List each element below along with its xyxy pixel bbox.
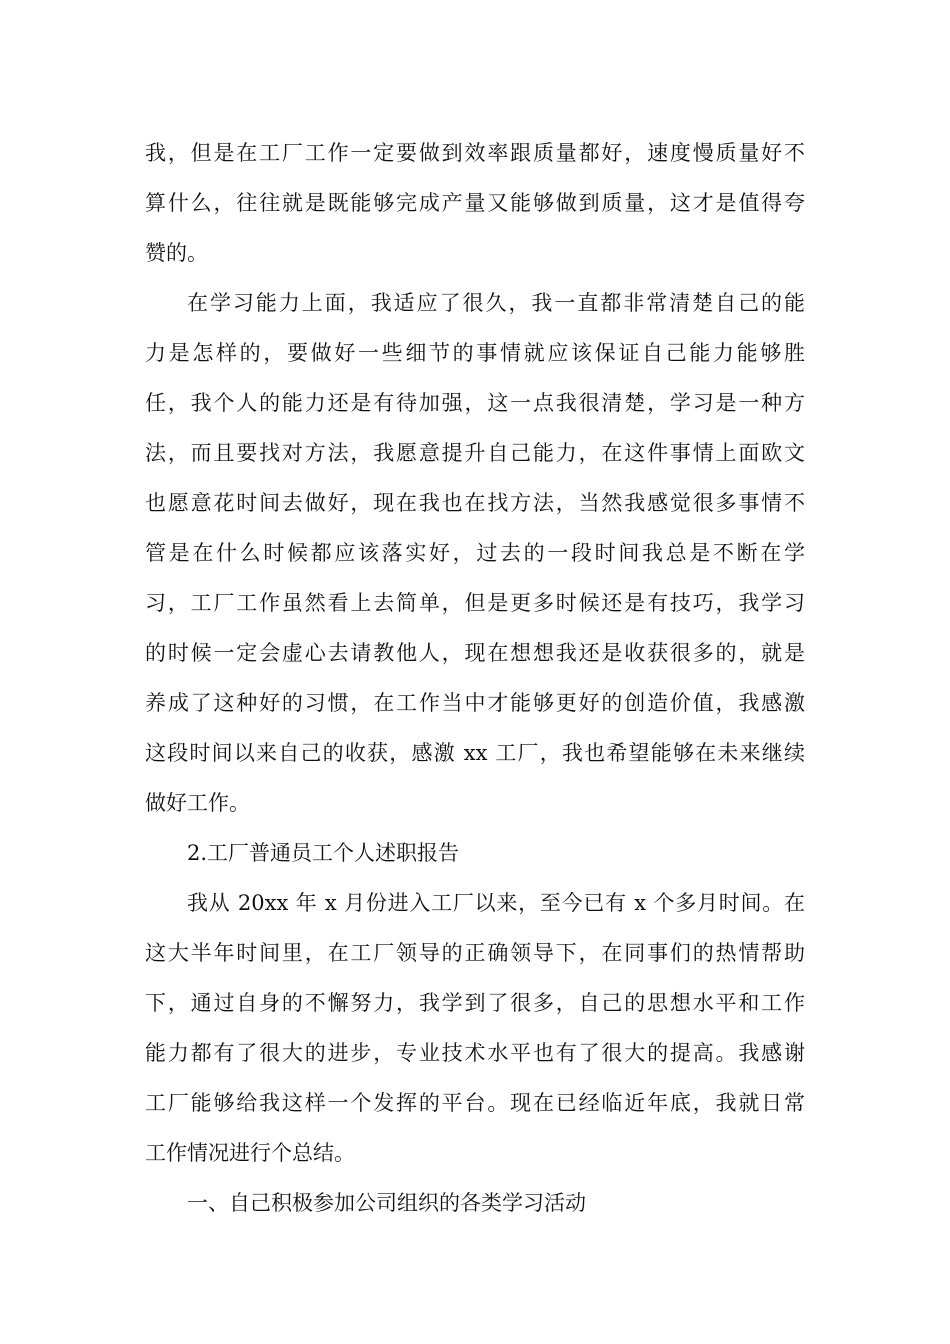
paragraph-3-line-5: 工厂能够给我这样一个发挥的平台。现在已经临近年底，我就日常 bbox=[145, 1091, 805, 1115]
paragraph-2-line-10: 这段时间以来自己的收获，感激 xx 工厂，我也希望能够在未来继续 bbox=[145, 741, 805, 765]
paragraph-1-line-2: 算什么，往往就是既能够完成产量又能够做到质量，这才是值得夸 bbox=[145, 191, 805, 215]
section-heading-2: 2.工厂普通员工个人述职报告 bbox=[187, 841, 460, 865]
paragraph-2-line-5: 也愿意花时间去做好，现在我也在找方法，当然我感觉很多事情不 bbox=[145, 491, 805, 515]
paragraph-2-line-6: 管是在什么时候都应该落实好，过去的一段时间我总是不断在学 bbox=[145, 541, 805, 565]
paragraph-2-line-11: 做好工作。 bbox=[145, 791, 250, 815]
paragraph-3-line-6: 工作情况进行个总结。 bbox=[145, 1141, 355, 1165]
section-1-heading: 一、自己积极参加公司组织的各类学习活动 bbox=[187, 1191, 586, 1215]
paragraph-3-line-4: 能力都有了很大的进步，专业技术水平也有了很大的提高。我感谢 bbox=[145, 1041, 805, 1065]
paragraph-1-line-3: 赞的。 bbox=[145, 241, 208, 265]
paragraph-2-line-4: 法，而且要找对方法，我愿意提升自己能力，在这件事情上面欧文 bbox=[145, 441, 805, 465]
paragraph-2-line-3: 任，我个人的能力还是有待加强，这一点我很清楚，学习是一种方 bbox=[145, 391, 805, 415]
paragraph-2-line-7: 习，工厂工作虽然看上去简单，但是更多时候还是有技巧，我学习 bbox=[145, 591, 805, 615]
paragraph-2-line-9: 养成了这种好的习惯，在工作当中才能够更好的创造价值，我感激 bbox=[145, 691, 805, 715]
paragraph-2-line-8: 的时候一定会虚心去请教他人，现在想想我还是收获很多的，就是 bbox=[145, 641, 805, 665]
paragraph-3-line-2: 这大半年时间里，在工厂领导的正确领导下，在同事们的热情帮助 bbox=[145, 941, 805, 965]
paragraph-3-line-3: 下，通过自身的不懈努力，我学到了很多，自己的思想水平和工作 bbox=[145, 991, 805, 1015]
paragraph-2-line-2: 力是怎样的，要做好一些细节的事情就应该保证自己能力能够胜 bbox=[145, 341, 805, 365]
paragraph-1-line-1: 我，但是在工厂工作一定要做到效率跟质量都好，速度慢质量好不 bbox=[145, 141, 805, 165]
paragraph-2-line-1: 在学习能力上面，我适应了很久，我一直都非常清楚自己的能 bbox=[187, 291, 805, 315]
paragraph-3-line-1: 我从 20xx 年 x 月份进入工厂以来，至今已有 x 个多月时间。在 bbox=[187, 891, 805, 915]
